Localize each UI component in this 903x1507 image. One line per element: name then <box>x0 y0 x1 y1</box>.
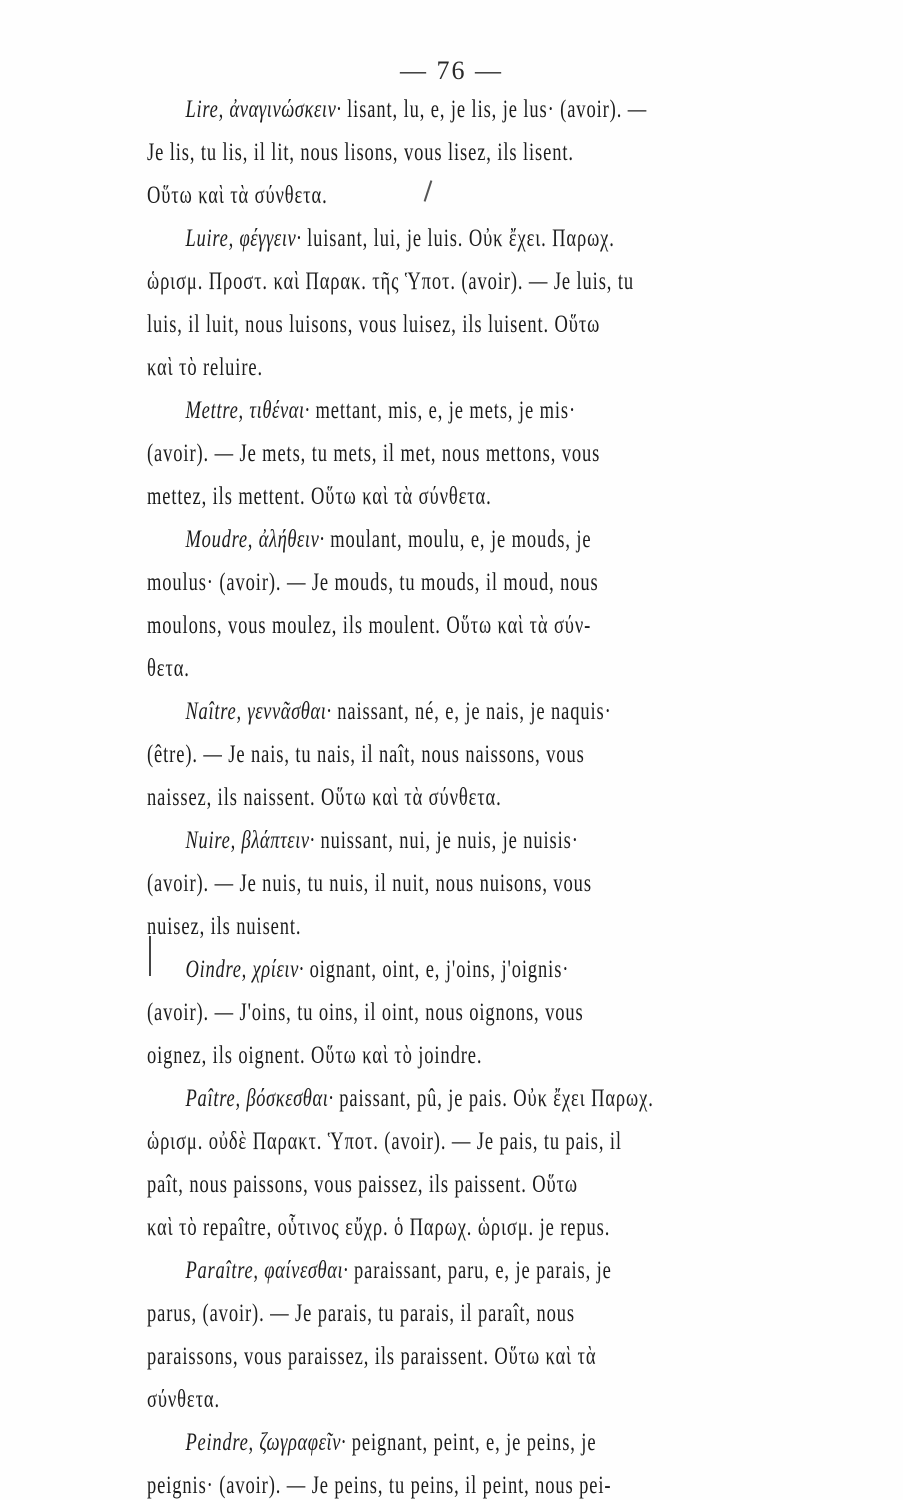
entry-line: θετα. <box>147 655 190 682</box>
entry-line <box>147 518 860 561</box>
entry-text: paraissant, paru, e, je parais, je <box>348 1257 612 1284</box>
entry-text: luisant, lui, je luis. Οὐκ ἔχει. Παρωχ. <box>301 225 615 252</box>
entry-line: σύνθετα. <box>147 1386 220 1413</box>
entry-headword: Lire, <box>185 96 224 123</box>
entry-line: nuisez, ils nuisent. <box>147 913 302 940</box>
page-number: — 76 — <box>400 56 503 85</box>
entry-line: καὶ τὸ repaître, οὗτινος εὔχρ. ὁ Παρωχ. ὡρισμ. je repus. <box>147 1214 611 1241</box>
entry-line <box>147 819 860 862</box>
entry-text: paissant, pû, je pais. Οὐκ ἔχει Παρωχ. <box>333 1085 654 1112</box>
greek-gloss: χρίειν· <box>252 956 305 983</box>
entry-text: oignant, oint, e, j'oins, j'oignis· <box>304 956 570 983</box>
entry-line <box>147 1249 860 1292</box>
entry-text: peignant, peint, e, je peins, je <box>346 1429 597 1456</box>
entry-text: moulant, moulu, e, je mouds, je <box>324 526 592 553</box>
entry-text: nuissant, nui, je nuis, je nuisis· <box>314 827 579 854</box>
entry-line: peignis· (avoir). — Je peins, tu peins, il peint, nous pei- <box>147 1472 612 1499</box>
entry-line: ὡρισμ. Προστ. καὶ Παρακ. τῆς Ὑποτ. (avoir). — Je luis, tu <box>147 268 635 295</box>
entry-headword: Oindre, <box>185 956 248 983</box>
entry-line: (avoir). — Je nuis, tu nuis, il nuit, nous nuisons, vous <box>147 870 592 897</box>
entry-line: oignez, ils oignent. Οὕτω καὶ τὸ joindre. <box>147 1042 483 1069</box>
entry-headword: Peindre, <box>185 1429 254 1456</box>
verb-entries <box>147 88 823 1507</box>
entry-line: moulons, vous moulez, ils moulent. Οὕτω καὶ τὰ σύν- <box>147 612 592 639</box>
entry-headword: Paître, <box>185 1085 241 1112</box>
entry-line: mettez, ils mettent. Οὕτω καὶ τὰ σύνθετα. <box>147 483 492 510</box>
entry-line <box>147 690 860 733</box>
entry-line <box>147 88 860 131</box>
entry-line: Οὕτω καὶ τὰ σύνθετα. <box>147 182 328 209</box>
entry-text: mettant, mis, e, je mets, je mis· <box>309 397 577 424</box>
entry-line: (avoir). — Je mets, tu mets, il met, nous mettons, vous <box>147 440 601 467</box>
entry-line <box>147 217 860 260</box>
greek-gloss: φαίνεσθαι· <box>264 1257 349 1284</box>
entry-headword: Mettre, <box>185 397 244 424</box>
entry-line: ὡρισμ. οὐδὲ Παρακτ. Ὑποτ. (avoir). — Je pais, tu pais, il <box>147 1128 622 1155</box>
entry-line <box>147 948 860 991</box>
greek-gloss: ἀναγινώσκειν· <box>229 96 342 123</box>
entry-text: naissant, né, e, je nais, je naquis· <box>331 698 612 725</box>
entry-headword: Paraître, <box>185 1257 259 1284</box>
entry-line: parus, (avoir). — Je parais, tu parais, il paraît, nous <box>147 1300 575 1327</box>
entry-headword: Luire, <box>185 225 234 252</box>
entry-line: (avoir). — J'oins, tu oins, il oint, nous oignons, vous <box>147 999 584 1026</box>
entry-line: paît, nous paissons, vous paissez, ils paissent. Οὕτω <box>147 1171 578 1198</box>
entry-line: naissez, ils naissent. Οὕτω καὶ τὰ σύνθετα. <box>147 784 502 811</box>
entry-headword: Naître, <box>185 698 242 725</box>
entry-line: (être). — Je nais, tu nais, il naît, nous naissons, vous <box>147 741 585 768</box>
entry-line <box>147 389 860 432</box>
greek-gloss: ζωγραφεῖν· <box>259 1429 347 1456</box>
entry-line: καὶ τὸ reluire. <box>147 354 263 381</box>
entry-headword: Nuire, <box>185 827 237 854</box>
entry-line: paraissons, vous paraissez, ils paraissent. Οὕτω καὶ τὰ <box>147 1343 597 1370</box>
entry-line <box>147 1077 860 1120</box>
entry-line: luis, il luit, nous luisons, vous luisez, ils luisent. Οὕτω <box>147 311 601 338</box>
entry-line: Je lis, tu lis, il lit, nous lisons, vous lisez, ils lisent. <box>147 139 574 166</box>
entry-headword: Moudre, <box>185 526 254 553</box>
greek-gloss: βόσκεσθαι· <box>246 1085 334 1112</box>
greek-gloss: φέγγειν· <box>239 225 302 252</box>
greek-gloss: τιθέναι· <box>249 397 310 424</box>
greek-gloss: βλάπτειν· <box>241 827 315 854</box>
greek-gloss: γεννᾶσθαι· <box>247 698 332 725</box>
entry-line <box>147 1421 860 1464</box>
entry-line: moulus· (avoir). — Je mouds, tu mouds, il moud, nous <box>147 569 599 596</box>
entry-text: lisant, lu, e, je lis, je lus· (avoir). — <box>341 96 648 123</box>
greek-gloss: ἀλήθειν· <box>258 526 325 553</box>
